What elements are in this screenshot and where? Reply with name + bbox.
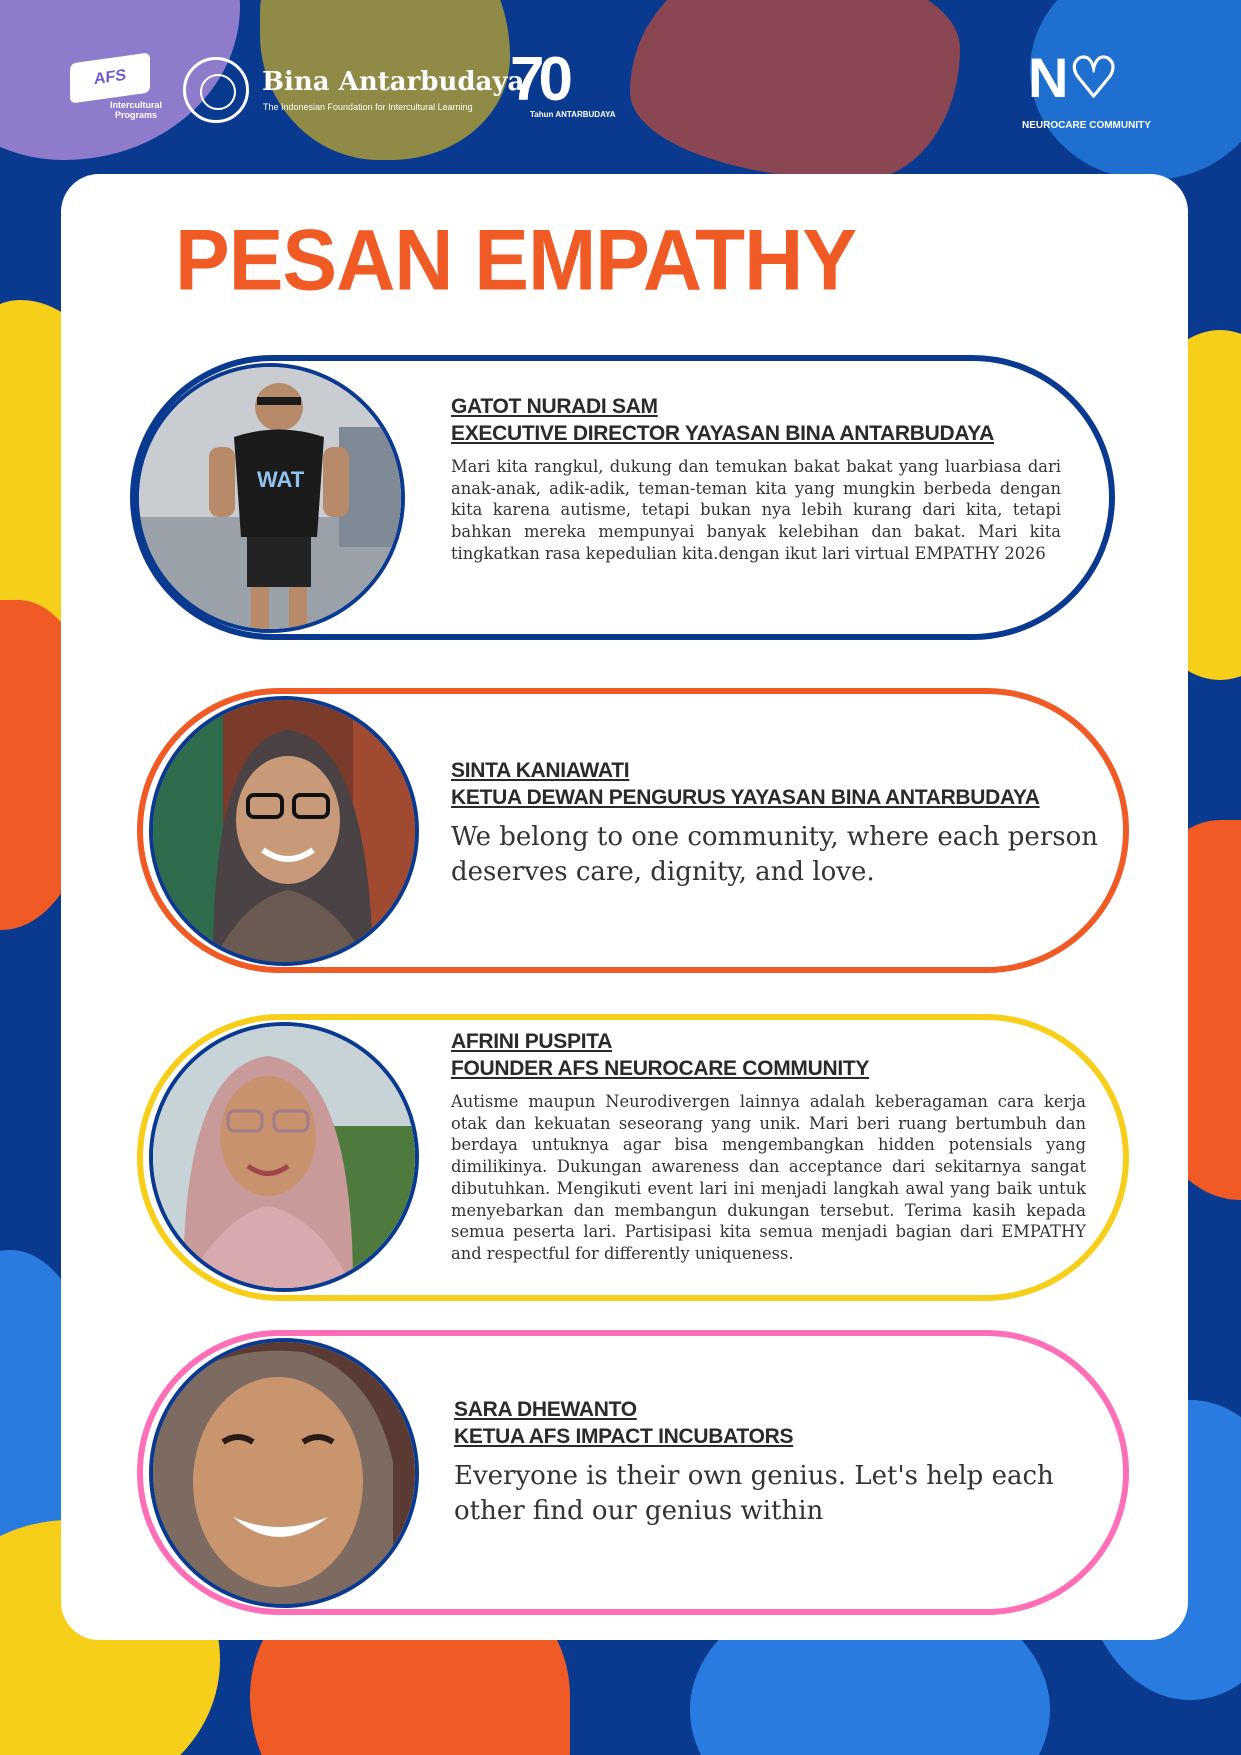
person-info [454,1398,1114,1529]
bina-antarbudaya-logo [183,55,525,125]
person-photo [135,363,405,633]
person-name: SINTA KANIAWATI [451,759,630,782]
anniversary-number: 70 [510,45,567,114]
anniversary-logo [510,45,616,124]
person-role: FOUNDER AFS NEUROCARE COMMUNITY [451,1057,870,1080]
bina-antarbudaya-name: Bina Antarbudaya [262,67,525,97]
portrait-photo-image [153,1026,415,1288]
afs-subtitle: Intercultural Programs [109,100,162,120]
svg-text:WAT: WAT [257,467,305,492]
person-photo [149,1338,419,1608]
person-message: We belong to one community, where each person deserves care, dignity, and love. [451,822,1098,887]
anniversary-subtitle: Tahun ANTARBUDAYA [530,110,616,119]
person-message: Autisme maupun Neurodivergen lainnya adalah keberagaman cara kerja otak dan kekuatan seseorang yang unik. Mari beri ruang bertumbuh dan berdaya untuknya agar bisa mengembangkan hidden potensials yang dimilikinya. Dukungan awareness dan acceptance dari sekitarnya sangat dibutuhkan. Mengikuti event lari ini menjadi langkah awal yang baik untuk menyebarkan dan membangun dukungan tersebut. Terima kasih kepada semua peserta lari. Partisipasi kita semua menjadi bagian dari EMPATHY and respectful for differently uniqueness. [451,1092,1086,1263]
afs-flag-icon [70,52,150,103]
neurocare-logo [1022,48,1152,138]
person-name: SARA DHEWANTO [454,1398,637,1421]
logo-bar [0,0,1241,160]
portrait-photo-image [153,700,415,962]
person-role: KETUA AFS IMPACT INCUBATORS [454,1425,794,1448]
neurocare-heart-icon: N♡ [1028,46,1119,109]
afs-logo [70,58,162,122]
person-photo [149,1022,419,1292]
afs-logo-text: AFS [94,66,126,89]
person-name: GATOT NURADI SAM [451,395,658,418]
person-info [451,759,1111,890]
person-message: Mari kita rangkul, dukung dan temukan bakat bakat yang luarbiasa dari anak-anak, adik-adik, teman-teman kita yang mungkin berbeda dengan kita karena autisme, tetapi bukan nya lebih kurang dari kita, tetapi bahkan mereka mempunyai banyak kelebihan dan bakat. Mari kita tingkatkan rasa kepedulian kita.dengan ikut lari virtual EMPATHY 2026 [451,457,1061,563]
bina-antarbudaya-tagline: The Indonesian Foundation for Intercultural Learning [263,102,473,112]
page-title: PESAN EMPATHY [175,212,857,309]
person-info [451,395,1061,565]
neurocare-text: NEUROCARE COMMUNITY [1022,120,1151,131]
person-role: EXECUTIVE DIRECTOR YAYASAN BINA ANTARBUDAYA [451,422,994,445]
person-message: Everyone is their own genius. Let's help each other find our genius within [454,1461,1054,1526]
person-name: AFRINI PUSPITA [451,1030,613,1053]
portrait-photo-image [153,1342,415,1604]
runner-photo-image [139,367,401,629]
person-role: KETUA DEWAN PENGURUS YAYASAN BINA ANTARBUDAYA [451,786,1040,809]
person-photo [149,696,419,966]
person-info [451,1030,1086,1265]
globe-icon [183,57,249,123]
